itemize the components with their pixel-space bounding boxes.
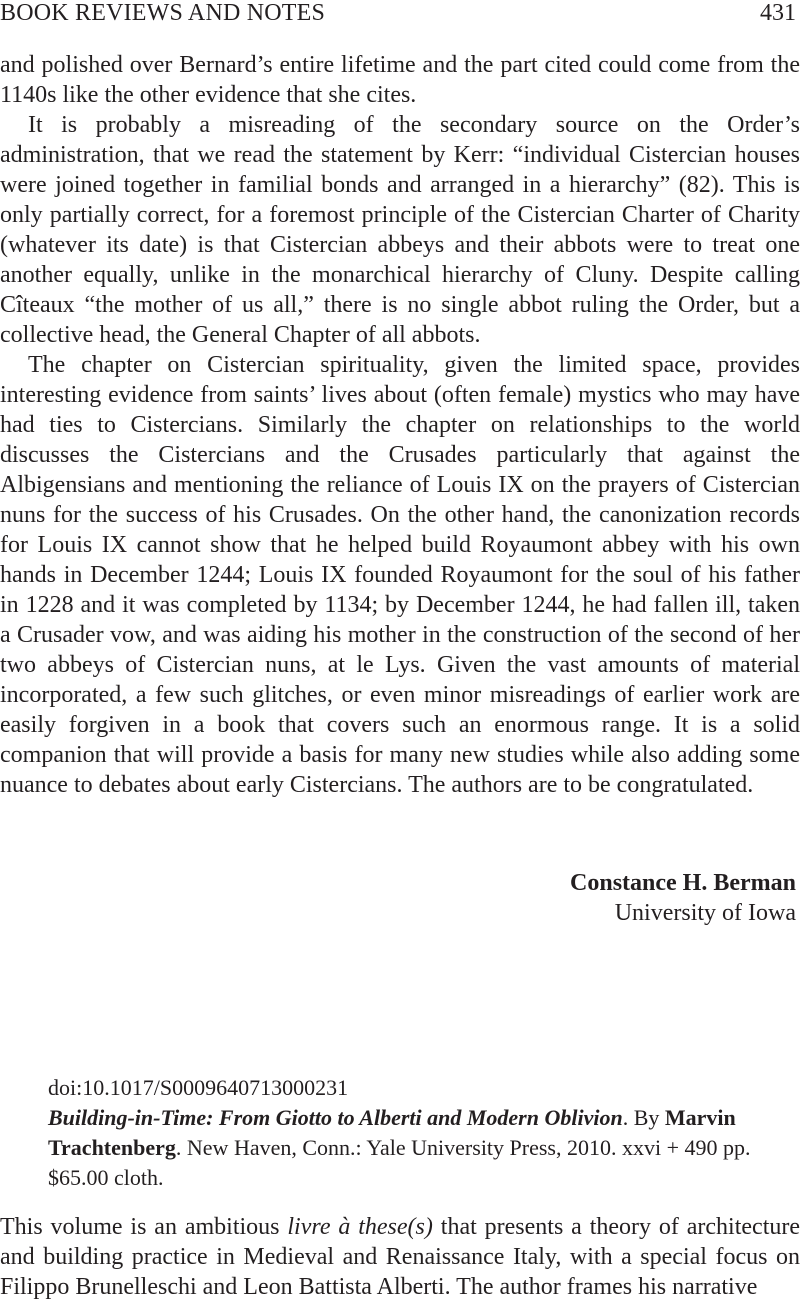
running-title: BOOK REVIEWS AND NOTES [0, 0, 326, 26]
review-body [0, 50, 800, 800]
book-title: Building-in-Time: From Giotto to Alberti and Modern Oblivion [48, 1105, 623, 1130]
reviewer-signature [570, 868, 796, 928]
running-header [0, 0, 800, 30]
paragraph-continuation: and polished over Bernard’s entire lifetime and the part cited could come from the 1140s like the other evidence that she cites. [0, 52, 800, 108]
doi-link[interactable]: doi:10.1017/S0009640713000231 [48, 1075, 349, 1100]
next-review-intro: This volume is an ambitious [0, 1214, 288, 1240]
paragraph-order-administration: It is probably a misreading of the secondary source on the Order’s administration, that we read the statement by Kerr: “individual Cistercian houses were joined together in familial bonds and arranged in a hierarchy” (82). This is only partially correct, for a foremost principle of the Cistercian Charter of Charity (whatever its date) is that Cistercian abbeys and their abbots were to treat one another equally, unlike in the monarchical hierarchy of Cluny. Despite calling Cîteaux “the mother of us all,” there is no single abbot ruling the Order, but a collective head, the General Chapter of all abbots. [0, 112, 800, 348]
next-review-paragraph [0, 1212, 800, 1302]
book-author: Marvin Trachtenberg [48, 1105, 736, 1160]
publication-details: . New Haven, Conn.: Yale University Press, 2010. xxvi + 490 pp. $65.00 cloth. [48, 1135, 751, 1190]
page-number: 431 [760, 0, 796, 26]
reviewer-name: Constance H. Berman [570, 870, 796, 896]
next-review-italic: livre à these(s) [287, 1214, 433, 1240]
next-review [0, 1212, 800, 1302]
reviewer-affiliation: University of Iowa [614, 900, 796, 926]
book-citation [48, 1073, 768, 1193]
citation-by: . By [622, 1105, 660, 1130]
next-review-rest: that presents a theory of architecture and building practice in Medieval and Renaissance Italy, with a special focus on Filippo Brunelleschi and Leon Battista Alberti. The author frames his narrative [0, 1214, 800, 1300]
paragraph-spirituality: The chapter on Cistercian spirituality, given the limited space, provides interesting evidence from saints’ lives about (often female) mystics who may have had ties to Cistercians. Similarly the chapter on relationships to the world discusses the Cistercians and the Crusades particularly that against the Albigensians and mentioning the reliance of Louis IX on the prayers of Cistercian nuns for the success of his Crusades. On the other hand, the canonization records for Louis IX cannot show that he helped build Royaumont abbey with his own hands in December 1244; Louis IX founded Royaumont for the soul of his father in 1228 and it was completed by 1134; by December 1244, he had fallen ill, taken a Crusader vow, and was aiding his mother in the construction of the second of her two abbeys of Cistercian nuns, at le Lys. Given the vast amounts of material incorporated, a few such glitches, or even minor misreadings of earlier work are easily forgiven in a book that covers such an enormous range. It is a solid companion that will provide a basis for many new studies while also adding some nuance to debates about early Cistercians. The authors are to be congratulated. [0, 352, 800, 798]
